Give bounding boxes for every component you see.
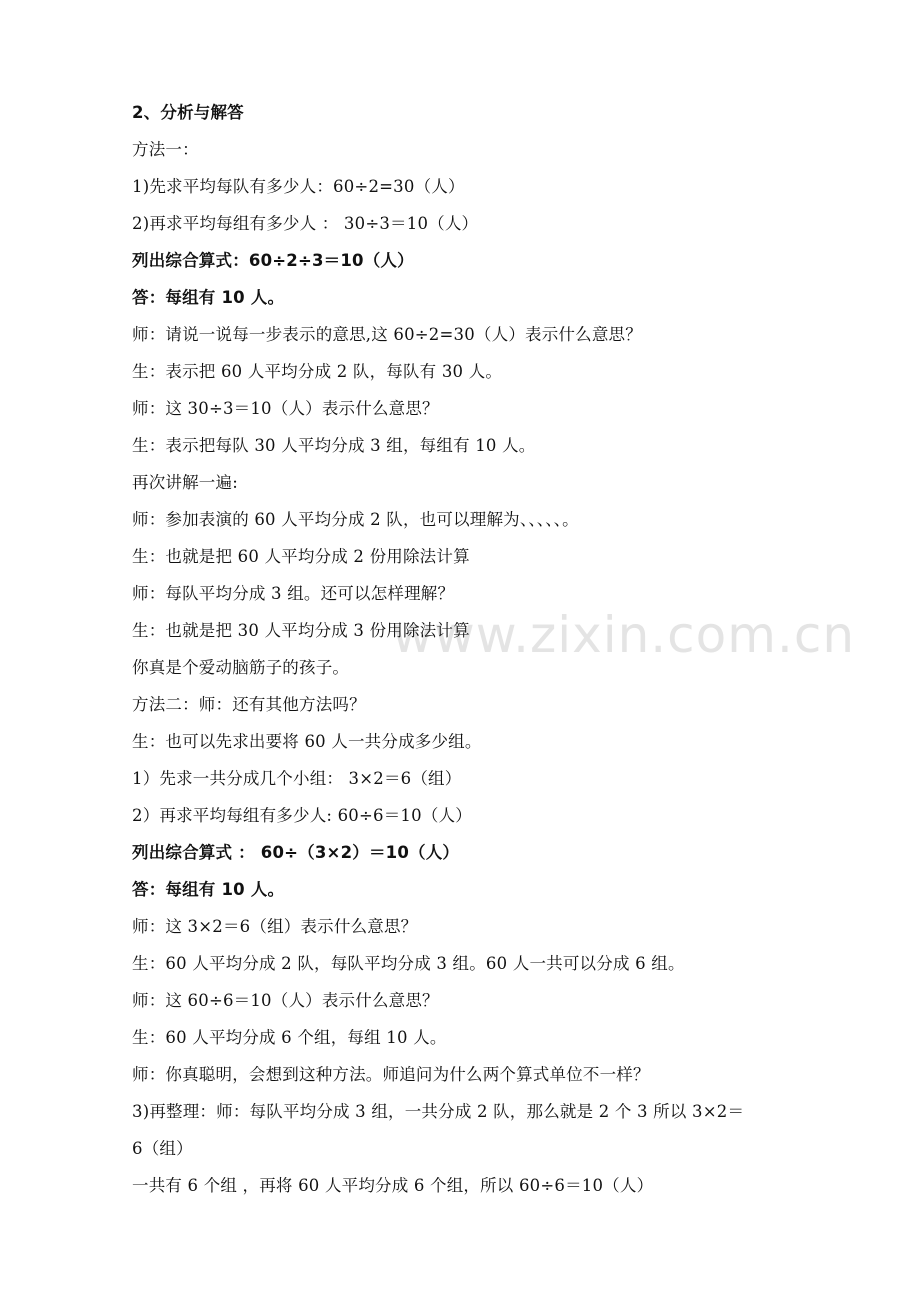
dialogue-line: 师：每队平均分成 3 组。还可以怎样理解？ — [132, 584, 455, 603]
dialogue-line: 生：60 人平均分成 6 个组，每组 10 人。 — [132, 1028, 447, 1047]
dialogue-line: 生：也就是把 30 人平均分成 3 份用除法计算 — [132, 621, 470, 640]
document-body — [132, 94, 800, 1204]
step-1: 1）先求一共分成几个小组： 3×2＝6（组） — [132, 769, 462, 788]
method-two-title: 方法二：师：还有其他方法吗？ — [132, 695, 366, 714]
explain-again: 再次讲解一遍: — [132, 473, 238, 492]
section-heading: 2、分析与解答 — [132, 103, 244, 122]
reorganize-line: 3)再整理：师：每队平均分成 3 组，一共分成 2 队，那么就是 2 个 3 所以 3×2＝ — [132, 1102, 745, 1121]
combined-formula-2: 列出综合算式 ： 60÷（3×2）＝10（人） — [132, 843, 460, 862]
conclusion-line: 一共有 6 个组 ，再将 60 人平均分成 6 个组，所以 60÷6＝10（人） — [132, 1176, 654, 1195]
dialogue-line: 师：你真聪明，会想到这种方法。师追问为什么两个算式单位不一样？ — [132, 1065, 650, 1084]
watermark: www.zixin.com.cn — [392, 606, 856, 664]
step-2: 2)再求平均每组有多少人 ： 30÷3＝10（人） — [132, 214, 479, 233]
step-1: 1)先求平均每队有多少人：60÷2=30（人） — [132, 177, 465, 196]
combined-formula-1: 列出综合算式：60÷2÷3＝10（人） — [132, 251, 414, 270]
dialogue-line: 生：表示把 60 人平均分成 2 队，每队有 30 人。 — [132, 362, 503, 381]
dialogue-line: 师：这 3×2＝6（组）表示什么意思？ — [132, 917, 418, 936]
dialogue-line: 师：这 30÷3＝10（人）表示什么意思？ — [132, 399, 439, 418]
reorganize-continuation: 6（组） — [132, 1139, 193, 1158]
step-2: 2）再求平均每组有多少人: 60÷6＝10（人） — [132, 806, 472, 825]
dialogue-line: 生：表示把每队 30 人平均分成 3 组，每组有 10 人。 — [132, 436, 536, 455]
answer-2: 答：每组有 10 人。 — [132, 880, 285, 899]
dialogue-line: 生：也可以先求出要将 60 人一共分成多少组。 — [132, 732, 482, 751]
dialogue-line: 生：也就是把 60 人平均分成 2 份用除法计算 — [132, 547, 470, 566]
dialogue-line: 师：请说一说每一步表示的意思,这 60÷2=30（人）表示什么意思？ — [132, 325, 642, 344]
praise-line: 你真是个爱动脑筋子的孩子。 — [132, 658, 350, 677]
dialogue-line: 师：参加表演的 60 人平均分成 2 队，也可以理解为、、、、、。 — [132, 510, 579, 529]
method-one-title: 方法一： — [132, 140, 199, 159]
answer-1: 答：每组有 10 人。 — [132, 288, 285, 307]
dialogue-line: 师：这 60÷6＝10（人）表示什么意思？ — [132, 991, 439, 1010]
dialogue-line: 生：60 人平均分成 2 队，每队平均分成 3 组。60 人一共可以分成 6 组。 — [132, 954, 685, 973]
